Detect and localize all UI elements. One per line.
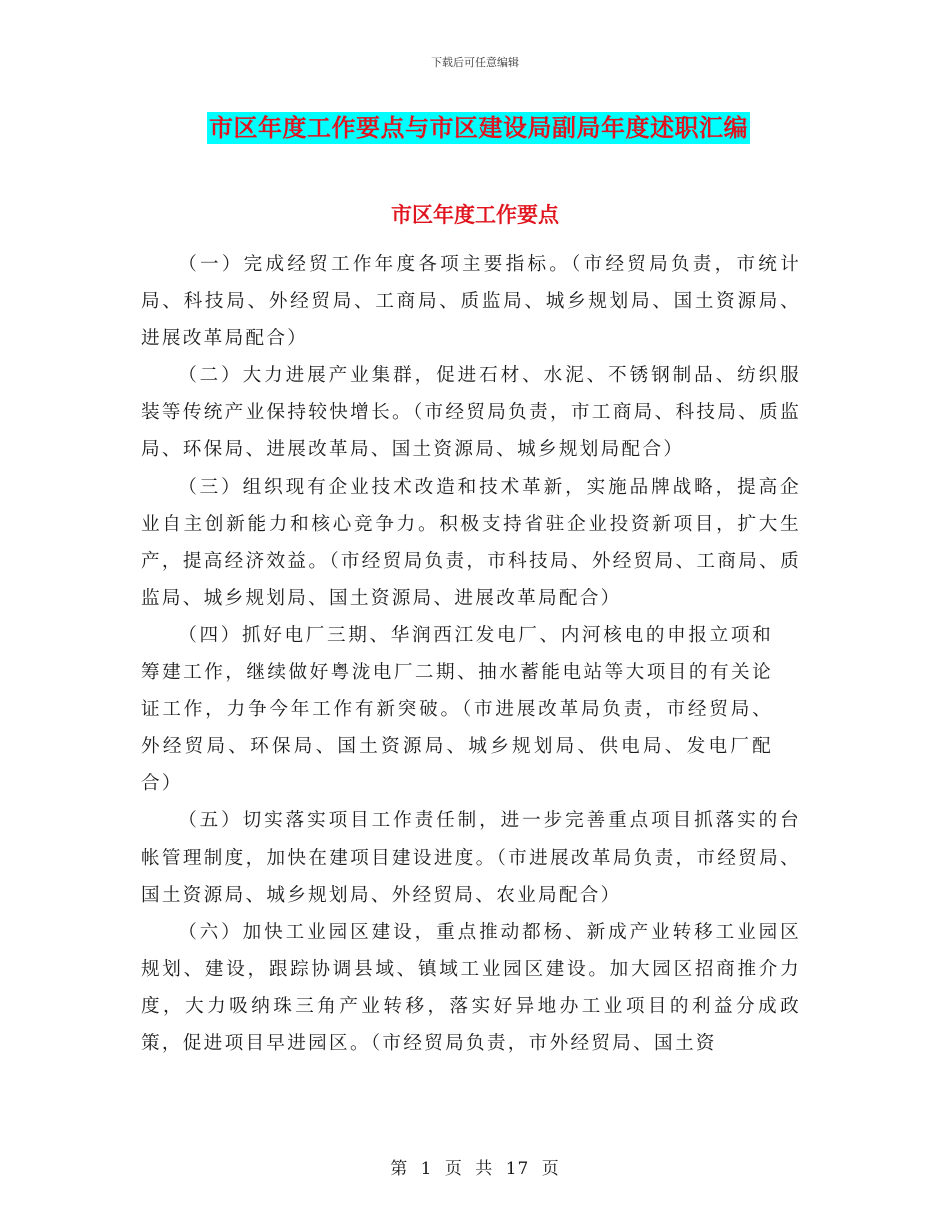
document-body <box>141 246 801 1062</box>
paragraph-4: （四）抓好电厂三期、华润西江发电厂、内河核电的申报立项和筹建工作，继续做好粤泷电厂二期、抽水蓄能电站等大项目的有关论证工作，力争今年工作有新突破。（市进展改革局负责，市经贸局、外经贸局、环保局、国土资源局、城乡规划局、供电局、发电厂配合） <box>141 624 773 795</box>
page-footer: 第 1 页 共 17 页 <box>390 1159 560 1179</box>
paragraph-1: （一）完成经贸工作年度各项主要指标。（市经贸局负责，市统计局、科技局、外经贸局、工商局、质监局、城乡规划局、国土资源局、进展改革局配合） <box>141 254 801 350</box>
paragraph-2: （二）大力进展产业集群，促进石材、水泥、不锈钢制品、纺织服装等传统产业保持较快增长。（市经贸局负责，市工商局、科技局、质监局、环保局、进展改革局、国土资源局、城乡规划局配合） <box>141 365 801 461</box>
header-note: 下载后可任意编辑 <box>431 56 519 69</box>
section-title: 市区年度工作要点 <box>391 203 559 227</box>
paragraph-3: （三）组织现有企业技术改造和技术革新，实施品牌战略，提高企业自主创新能力和核心竞争力。积极支持省驻企业投资新项目，扩大生产，提高经济效益。（市经贸局负责，市科技局、外经贸局、工商局、质监局、城乡规划局、国土资源局、进展改革局配合） <box>141 476 801 609</box>
paragraph-6: （六）加快工业园区建设，重点推动都杨、新成产业转移工业园区规划、建设，跟踪协调县域、镇域工业园区建设。加大园区招商推介力度，大力吸纳珠三角产业转移，落实好异地办工业项目的利益分成政策，促进项目早进园区。（市经贸局负责，市外经贸局、国土资 <box>141 921 801 1054</box>
document-title: 市区年度工作要点与市区建设局副局年度述职汇编 <box>209 114 748 142</box>
paragraph-5: （五）切实落实项目工作责任制，进一步完善重点项目抓落实的台帐管理制度，加快在建项目建设进度。（市进展改革局负责，市经贸局、国土资源局、城乡规划局、外经贸局、农业局配合） <box>141 810 801 906</box>
